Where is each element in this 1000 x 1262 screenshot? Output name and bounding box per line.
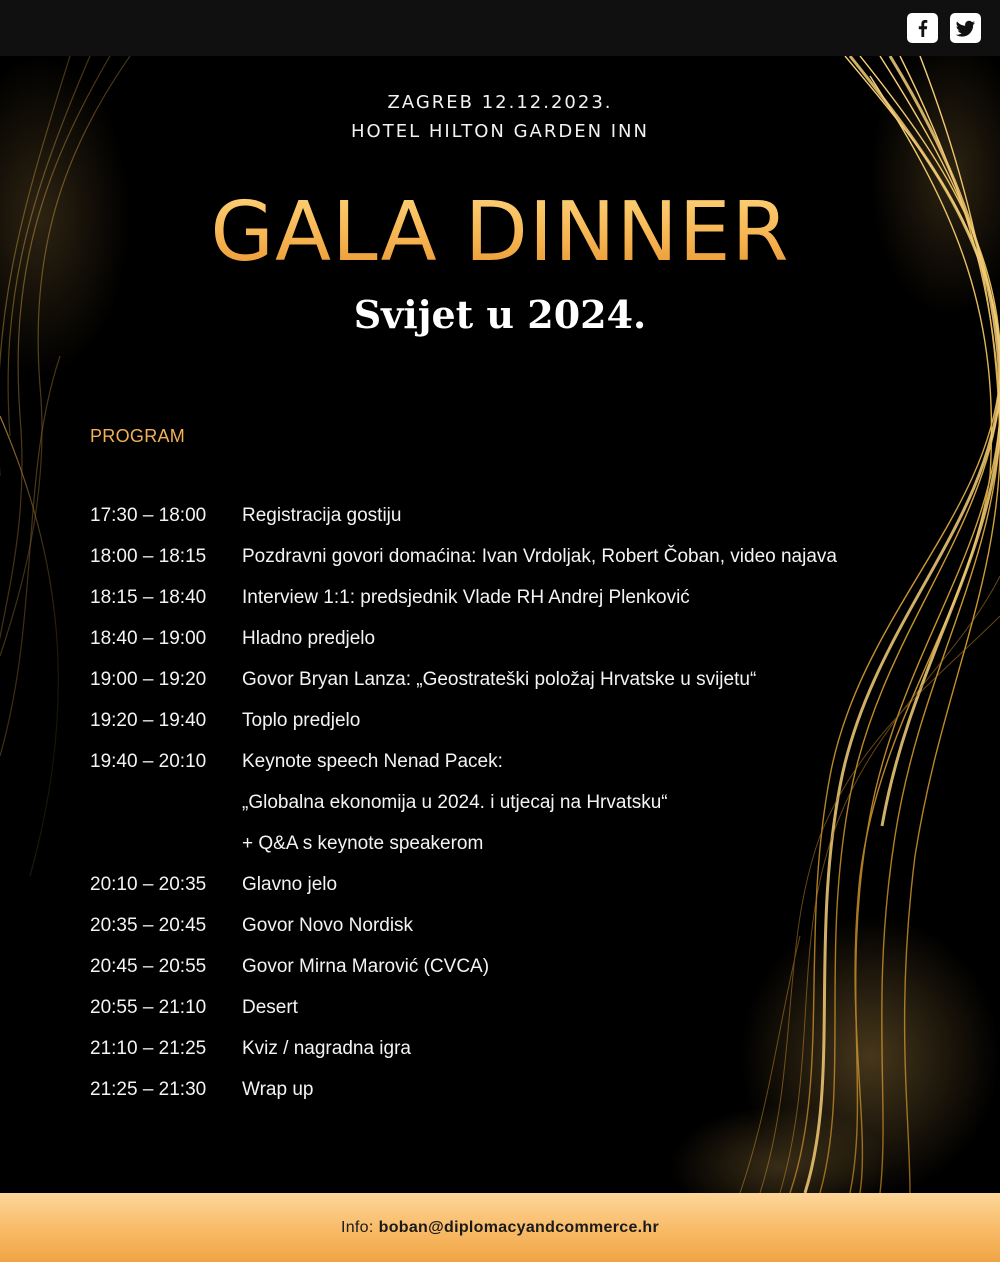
schedule-time: 19:40 – 20:10 <box>90 751 207 772</box>
schedule-description: Hladno predjelo <box>242 628 376 649</box>
schedule-row <box>90 546 910 587</box>
schedule-description: Toplo predjelo <box>242 710 361 731</box>
invitation-panel <box>0 56 1000 1193</box>
schedule-description: Glavno jelo <box>242 874 338 895</box>
schedule-row <box>90 915 910 956</box>
schedule-time: 20:35 – 20:45 <box>90 915 207 936</box>
schedule-time: 20:10 – 20:35 <box>90 874 207 895</box>
schedule-time: 20:55 – 21:10 <box>90 997 207 1018</box>
schedule-row <box>90 710 910 751</box>
schedule-time: 19:00 – 19:20 <box>90 669 207 690</box>
schedule-time: 20:45 – 20:55 <box>90 956 207 977</box>
schedule-time: 18:15 – 18:40 <box>90 587 207 608</box>
schedule-time: 21:10 – 21:25 <box>90 1038 207 1059</box>
schedule-row <box>90 833 910 874</box>
schedule-row <box>90 1038 910 1079</box>
program-heading: PROGRAM <box>90 426 186 446</box>
event-location-date: ZAGREB 12.12.2023. <box>387 92 613 113</box>
schedule-description: Govor Novo Nordisk <box>242 915 414 936</box>
schedule-description: „Globalna ekonomija u 2024. i utjecaj na Hrvatsku“ <box>242 792 668 813</box>
schedule-description: Registracija gostiju <box>242 505 402 526</box>
event-title: GALA DINNER <box>0 188 1000 278</box>
schedule-time: 18:00 – 18:15 <box>90 546 207 567</box>
schedule-row <box>90 997 910 1038</box>
schedule-row <box>90 956 910 997</box>
schedule-description: Wrap up <box>242 1079 314 1100</box>
schedule-description: Kviz / nagradna igra <box>242 1038 411 1059</box>
schedule-row <box>90 628 910 669</box>
schedule-description: Pozdravni govori domaćina: Ivan Vrdoljak, Robert Čoban, video najava <box>242 546 837 567</box>
schedule-row <box>90 669 910 710</box>
schedule-time: 17:30 – 18:00 <box>90 505 207 526</box>
facebook-icon[interactable] <box>907 13 938 43</box>
footer-info-bar <box>0 1193 1000 1262</box>
schedule-row <box>90 792 910 833</box>
schedule-row <box>90 587 910 628</box>
schedule-time: 18:40 – 19:00 <box>90 628 207 649</box>
schedule-row <box>90 505 910 546</box>
schedule-time: 19:20 – 19:40 <box>90 710 207 731</box>
contact-email-link[interactable]: boban@diplomacyandcommerce.hr <box>378 1218 659 1236</box>
schedule-description: Govor Mirna Marović (CVCA) <box>242 956 490 977</box>
schedule-description: Govor Bryan Lanza: „Geostrateški položaj Hrvatske u svijetu“ <box>242 669 757 690</box>
schedule-row <box>90 874 910 915</box>
schedule-time: 21:25 – 21:30 <box>90 1079 207 1100</box>
schedule-row <box>90 1079 910 1120</box>
schedule-description: + Q&A s keynote speakerom <box>242 833 484 854</box>
top-bar <box>0 0 1000 56</box>
event-subtitle: Svijet u 2024. <box>353 292 647 337</box>
footer-info-label: Info: <box>340 1218 374 1236</box>
event-venue: HOTEL HILTON GARDEN INN <box>351 121 649 142</box>
schedule-description: Keynote speech Nenad Pacek: <box>242 751 503 772</box>
schedule-row <box>90 751 910 792</box>
twitter-icon[interactable] <box>950 13 981 43</box>
schedule-description: Desert <box>242 997 298 1018</box>
schedule-description: Interview 1:1: predsjednik Vlade RH Andrej Plenković <box>242 587 690 608</box>
program-schedule <box>90 505 910 1120</box>
